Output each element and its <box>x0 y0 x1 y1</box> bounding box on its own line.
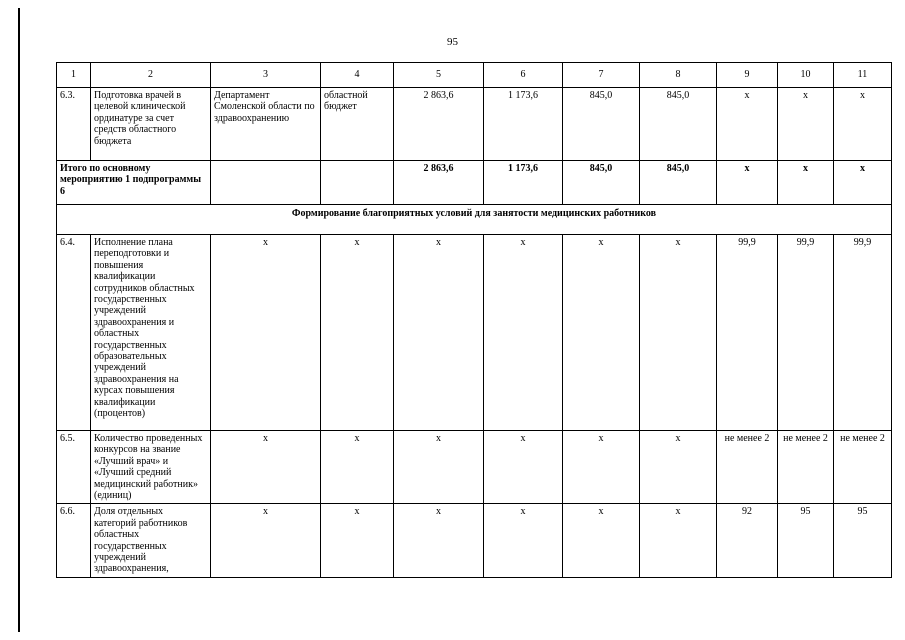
executor-cell: Департамент Смоленской области по здравоохранению <box>211 88 321 161</box>
table-row-6-3 <box>57 88 892 161</box>
value-cell: х <box>394 235 484 431</box>
value-cell: 1 173,6 <box>484 88 563 161</box>
section-row <box>57 205 892 235</box>
value-cell: 95 <box>834 504 892 577</box>
value-cell: 92 <box>717 504 778 577</box>
header-cell: 2 <box>91 63 211 88</box>
header-cell: 5 <box>394 63 484 88</box>
value-cell: 2 863,6 <box>394 161 484 205</box>
value-cell: х <box>211 235 321 431</box>
value-cell: х <box>834 88 892 161</box>
value-cell: 95 <box>778 504 834 577</box>
table-row-6-5 <box>57 431 892 504</box>
empty-cell <box>321 161 394 205</box>
value-cell: 845,0 <box>563 161 640 205</box>
value-cell: 99,9 <box>778 235 834 431</box>
value-cell: не менее 2 <box>834 431 892 504</box>
header-cell: 7 <box>563 63 640 88</box>
value-cell: 845,0 <box>563 88 640 161</box>
value-cell: 2 863,6 <box>394 88 484 161</box>
header-cell: 11 <box>834 63 892 88</box>
value-cell: х <box>563 235 640 431</box>
header-row <box>57 63 892 88</box>
empty-cell <box>211 161 321 205</box>
value-cell: 99,9 <box>834 235 892 431</box>
value-cell: х <box>321 504 394 577</box>
value-cell: х <box>321 431 394 504</box>
table-row-6-4 <box>57 235 892 431</box>
header-cell: 9 <box>717 63 778 88</box>
value-cell: не менее 2 <box>717 431 778 504</box>
value-cell: х <box>394 431 484 504</box>
value-cell: х <box>394 504 484 577</box>
value-cell: х <box>717 88 778 161</box>
header-cell: 4 <box>321 63 394 88</box>
value-cell: не менее 2 <box>778 431 834 504</box>
value-cell: 99,9 <box>717 235 778 431</box>
value-cell: х <box>640 504 717 577</box>
value-cell: х <box>211 504 321 577</box>
table-row-6-6 <box>57 504 892 577</box>
value-cell: 845,0 <box>640 161 717 205</box>
left-margin-line <box>18 8 20 632</box>
measure-name: Подготовка врачей в целевой клинической ординатуре за счет средств областного бюджета <box>91 88 211 161</box>
header-cell: 10 <box>778 63 834 88</box>
value-cell: х <box>484 504 563 577</box>
section-title: Формирование благоприятных условий для занятости медицинских работников <box>57 205 892 235</box>
value-cell: х <box>563 431 640 504</box>
header-cell: 3 <box>211 63 321 88</box>
value-cell: х <box>484 235 563 431</box>
value-cell: х <box>778 161 834 205</box>
row-number: 6.6. <box>57 504 91 577</box>
value-cell: 1 173,6 <box>484 161 563 205</box>
value-cell: х <box>834 161 892 205</box>
row-number: 6.3. <box>57 88 91 161</box>
measure-name: Доля отдельных категорий работников областных государственных учреждений здравоохранения, <box>91 504 211 577</box>
value-cell: х <box>563 504 640 577</box>
table-row-total <box>57 161 892 205</box>
measure-name: Количество проведенных конкурсов на звание «Лучший врач» и «Лучший средний медицинский работник» (единиц) <box>91 431 211 504</box>
page-number: 95 <box>447 36 458 48</box>
row-number: 6.5. <box>57 431 91 504</box>
header-cell: 6 <box>484 63 563 88</box>
row-number: 6.4. <box>57 235 91 431</box>
value-cell: х <box>211 431 321 504</box>
funding-source-cell: областной бюджет <box>321 88 394 161</box>
measure-name: Исполнение плана переподготовки и повышения квалификации сотрудников областных государственных учреждений здравоохранения и областных государственных образовательных учреждений здравоохранения на курсах повышения квалификации (процентов) <box>91 235 211 431</box>
value-cell: х <box>321 235 394 431</box>
value-cell: х <box>778 88 834 161</box>
header-cell: 1 <box>57 63 91 88</box>
value-cell: х <box>717 161 778 205</box>
value-cell: 845,0 <box>640 88 717 161</box>
value-cell: х <box>640 235 717 431</box>
value-cell: х <box>640 431 717 504</box>
total-label: Итого по основному мероприятию 1 подпрограммы 6 <box>57 161 211 205</box>
value-cell: х <box>484 431 563 504</box>
program-table <box>56 62 892 578</box>
header-cell: 8 <box>640 63 717 88</box>
